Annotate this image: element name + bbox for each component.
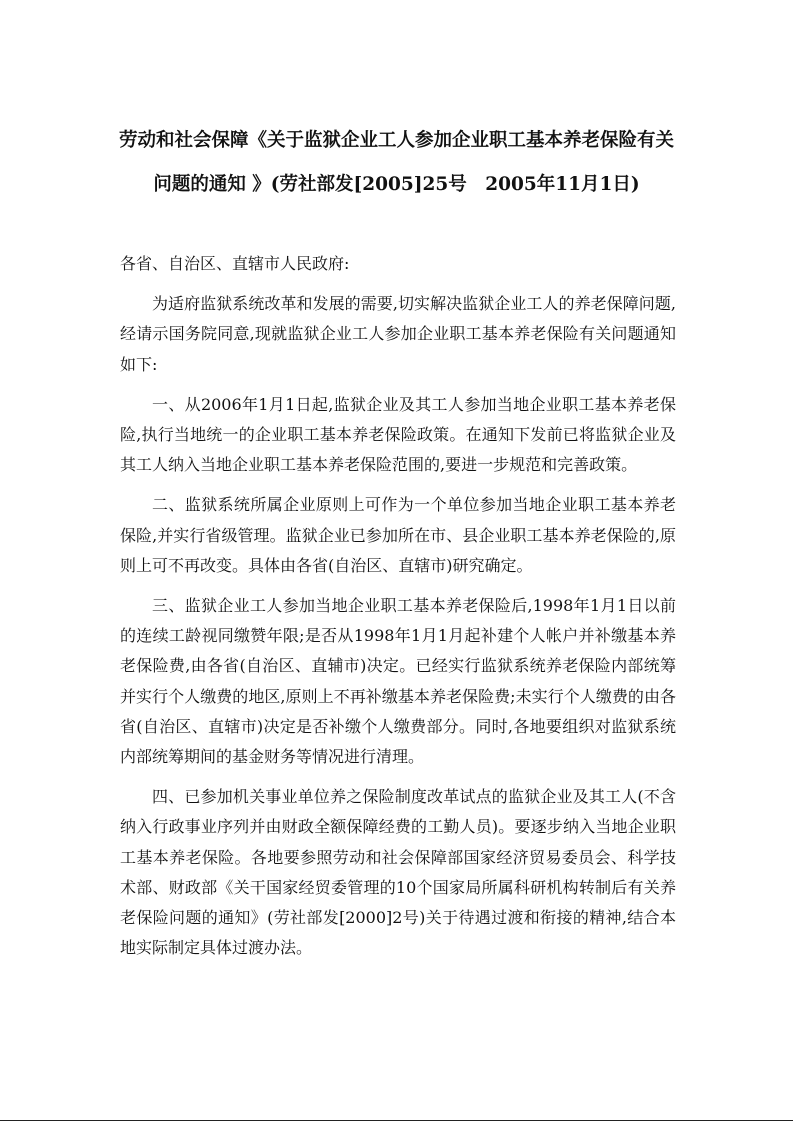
paragraph-item-3: 三、监狱企业工人参加当地企业职工基本养老保险后,1998年1月1日以前的连续工龄视同缴赞年限;是否从1998年1月1月起补建个人帐户并补缴基本养老保险费,由各省(自治区、直辅市)决定。已经实行监狱系统养老保险内部统筹并实行个人缴费的地区,原则上不再补缴基本养老保险费;未实行个人缴费的由各省(自治区、直辖市)决定是否补缴个人缴费部分。同时,各地要组织对监狱系统内部统筹期间的基金财务等情况进行清理。 (120, 596, 676, 767)
paragraph-item-1: 一、从2006年1月1日起,监狱企业及其工人参加当地企业职工基本养老保险,执行当地统一的企业职工基本养老保险政策。在通知下发前已将监狱企业及其工人纳入当地企业职工基本养老保险范围的,要进一步规范和完善政策。 (120, 394, 676, 475)
paragraph-intro: 为适府监狱系统改革和发展的需要,切实解决监狱企业工人的养老保障问题,经请示国务院同意,现就监狱企业工人参加企业职工基本养老保险有关问题通知如下: (120, 294, 676, 374)
page-bottom-divider (0, 1120, 793, 1121)
document-body (120, 249, 676, 973)
paragraph-item-2: 二、监狱系统所属企业原则上可作为一个单位参加当地企业职工基本养老保险,并实行省级管理。监狱企业已参加所在市、县企业职工基本养老保险的,原则上可不再改变。具体由各省(自治区、直辖市)研究确定。 (120, 495, 676, 575)
paragraph-item-4: 四、已参加机关事业单位养之保险制度改革试点的监狱企业及其工人(不含纳入行政事业序列并由财政全额保障经费的工勤人员)。要逐步纳入当地企业职工基本养老保险。各地要参照劳动和社会保障部国家经济贸易委员会、科学技术部、财政部《关干国家经贸委管理的10个国家局所属科研机构转制后有关养老保险问题的通知》(劳社部发[2000]2号)关于待遇过渡和衔接的精神,结合本地实际制定具体过渡办法。 (120, 787, 676, 958)
salutation: 各省、自治区、直辖市人民政府: (120, 254, 350, 273)
document-title-line-1: 劳动和社会保障《关于监狱企业工人参加企业职工基本养老保险有关 (118, 130, 674, 151)
document-title-line-2: 问题的通知 》(劳社部发[2005]25号 2005年11月1日) (153, 174, 640, 195)
